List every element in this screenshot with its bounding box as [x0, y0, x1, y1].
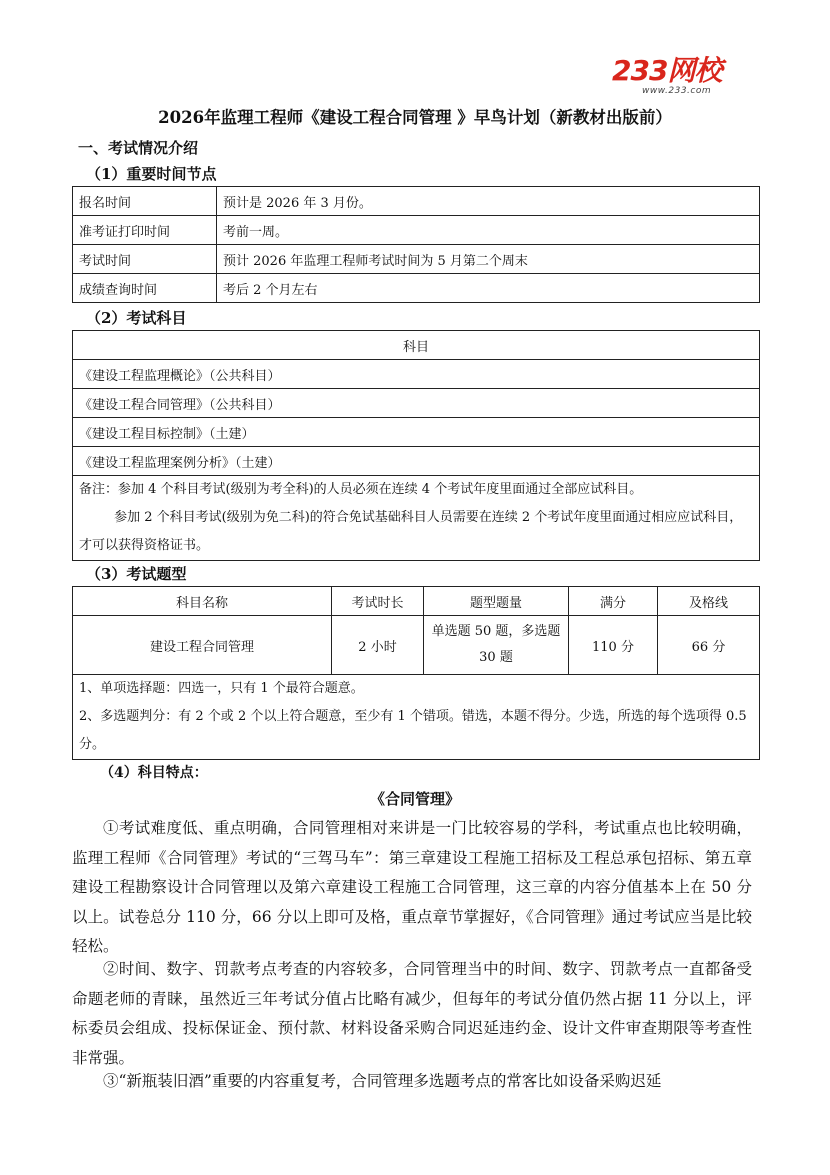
page-title: 2026年监理工程师《建设工程合同管理 》早鸟计划（新教材出版前） — [158, 108, 672, 127]
logo-url: www.233.com — [642, 86, 712, 96]
logo-text: 233网校 — [612, 54, 722, 87]
subjects-header: 科目 — [73, 331, 760, 360]
column-header: 满分 — [569, 587, 658, 616]
exam-subject-cell: 建设工程合同管理 — [73, 616, 332, 675]
subsection-heading-features: （4）科目特点： — [100, 765, 208, 781]
timeline-label: 考试时间 — [73, 245, 217, 274]
timeline-value: 考后 2 个月左右 — [217, 274, 760, 303]
exam-type-table — [72, 586, 760, 760]
subsection-heading-question-types: （3）考试题型 — [86, 565, 187, 583]
timeline-label: 成绩查询时间 — [73, 274, 217, 303]
logo — [612, 54, 754, 100]
paragraph-3: ③“新瓶装旧酒”重要的内容重复考，合同管理多选题考点的常客比如设备采购迟延 — [103, 1072, 662, 1090]
timeline-value: 预计 2026 年监理工程师考试时间为 5 月第二个周末 — [217, 245, 760, 274]
table-header-row — [73, 331, 760, 360]
subjects-note-cell — [73, 476, 760, 561]
subject-cell: 《建设工程合同管理》（公共科目） — [73, 389, 760, 418]
table-row — [73, 187, 760, 216]
exam-question-cell: 单选题 50 题，多选题 30 题 — [424, 616, 569, 675]
table-row — [73, 476, 760, 561]
column-header: 考试时长 — [332, 587, 424, 616]
feature-title: 《合同管理》 — [369, 790, 460, 808]
table-row — [73, 274, 760, 303]
table-row — [73, 418, 760, 447]
timeline-value: 预计是 2026 年 3 月份。 — [217, 187, 760, 216]
subject-cell: 《建设工程监理概论》（公共科目） — [73, 360, 760, 389]
table-row — [73, 245, 760, 274]
timeline-table — [72, 186, 760, 303]
exam-note-2: 2、多选题判分：有 2 个或 2 个以上符合题意，至少有 1 个错项。错选，本题不得分。少选，所选的每个选项得 0.5 分。 — [79, 709, 747, 752]
table-row — [73, 447, 760, 476]
column-header: 题型题量 — [424, 587, 569, 616]
exam-note-1: 1、单项选择题：四选一，只有 1 个最符合题意。 — [79, 681, 364, 696]
paragraph-2: ②时间、数字、罚款考点考查的内容较多，合同管理当中的时间、数字、罚款考点一直都备受命题老师的青睐，虽然近三年考试分值占比略有减少，但每年的考试分值仍然占据 11 分以上，评标委员会组成、投标保证金、预付款、材料设备采购合同迟延违约金、设计文件审查期限等考查性非常强。 — [72, 960, 752, 1067]
subjects-table — [72, 330, 760, 561]
table-header-row — [73, 587, 760, 616]
subsection-heading-subjects: （2）考试科目 — [86, 309, 187, 327]
table-row — [73, 360, 760, 389]
table-row — [73, 389, 760, 418]
column-header: 及格线 — [658, 587, 760, 616]
exam-full-score-cell: 110 分 — [569, 616, 658, 675]
exam-duration-cell: 2 小时 — [332, 616, 424, 675]
exam-note-cell — [73, 675, 760, 760]
table-row — [73, 216, 760, 245]
subject-cell: 《建设工程监理案例分析》（土建） — [73, 447, 760, 476]
timeline-value: 考前一周。 — [217, 216, 760, 245]
subsection-heading-timeline: （1）重要时间节点 — [86, 165, 217, 183]
table-row — [73, 616, 760, 675]
timeline-label: 准考证打印时间 — [73, 216, 217, 245]
timeline-label: 报名时间 — [73, 187, 217, 216]
section-heading-1: 一、考试情况介绍 — [78, 139, 199, 157]
table-row — [73, 675, 760, 760]
column-header: 科目名称 — [73, 587, 332, 616]
exam-pass-line-cell: 66 分 — [658, 616, 760, 675]
paragraph-1: ①考试难度低、重点明确，合同管理相对来讲是一门比较容易的学科，考试重点也比较明确，监理工程师《合同管理》考试的“三驾马车”：第三章建设工程施工招标及工程总承包招标、第五章建设工程勘察设计合同管理以及第六章建设工程施工合同管理，这三章的内容分值基本上在 50 分以上。试卷总分 110 分，66 分以上即可及格，重点章节掌握好，《合同管理》通过考试应当是比较轻松。 — [72, 819, 752, 955]
subject-cell: 《建设工程目标控制》（土建） — [73, 418, 760, 447]
subjects-note-2: 参加 2 个科目考试(级别为免二科)的符合免试基础科目人员需要在连续 2 个考试年度里面通过相应应试科目，才可以获得资格证书。 — [79, 510, 743, 553]
subjects-note-1: 备注：参加 4 个科目考试(级别为考全科)的人员必须在连续 4 个考试年度里面通过全部应试科目。 — [79, 482, 643, 497]
